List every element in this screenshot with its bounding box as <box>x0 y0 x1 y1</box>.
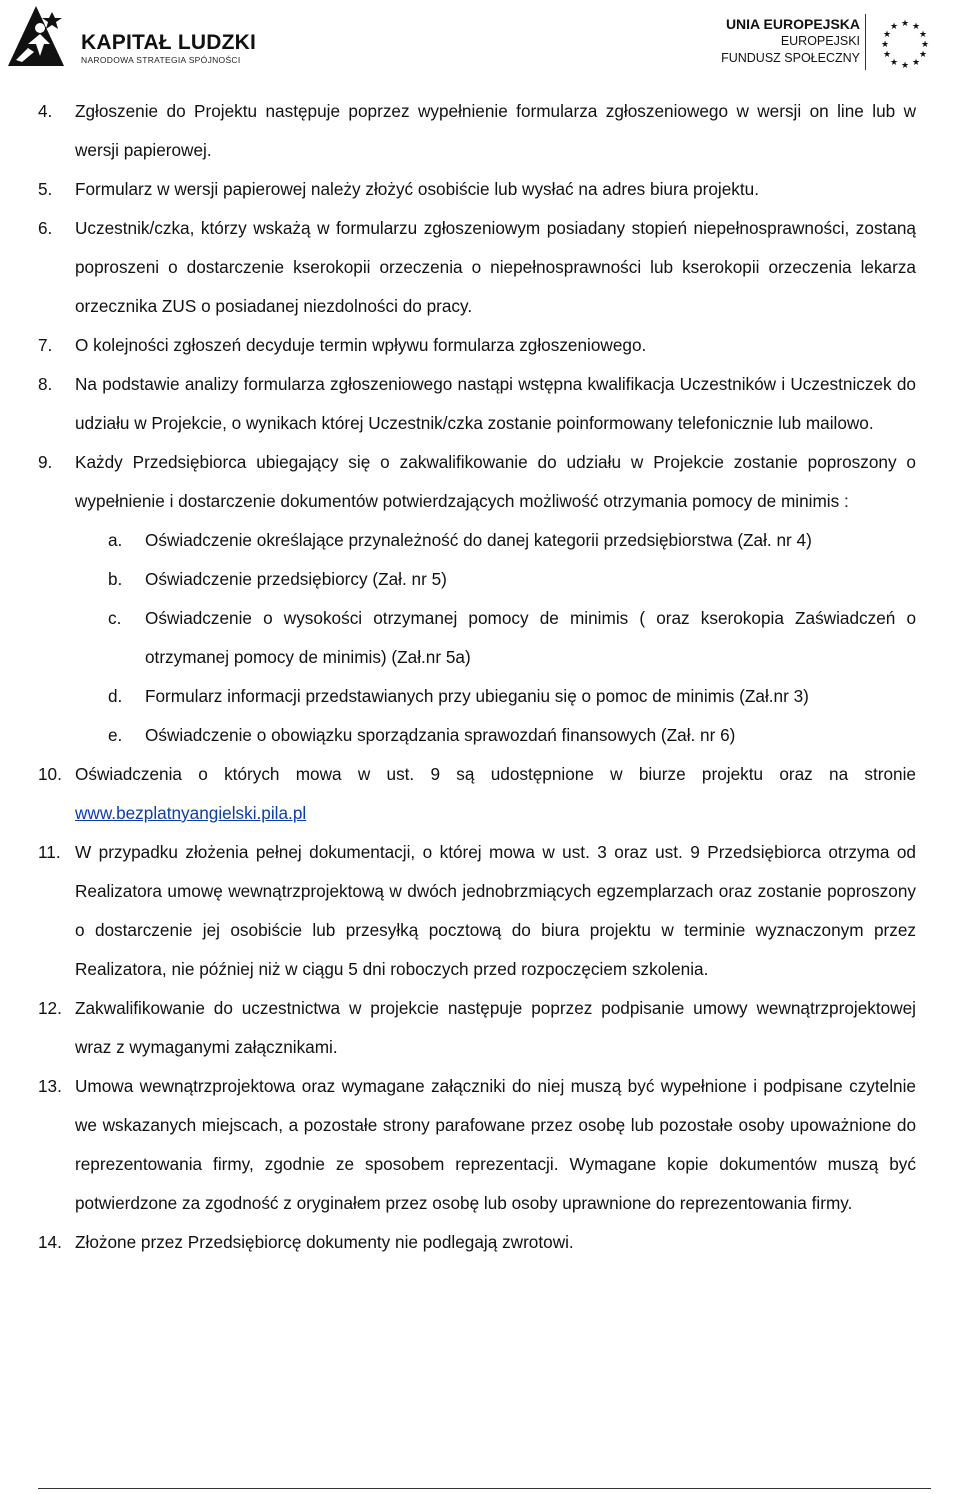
item-text: Każdy Przedsiębiorca ubiegający się o zakwalifikowanie do udziału w Projekcie zostanie poproszony o wypełnienie i dostarczenie dokumentów potwierdzających możliwość otrzymania pomocy de minimis : <box>75 452 916 511</box>
sub-item-letter: b. <box>108 569 123 589</box>
item-text: Zgłoszenie do Projektu następuje poprzez wypełnienie formularza zgłoszeniowego w wersji on line lub w wersji papierowej. <box>75 101 916 160</box>
eu-logo <box>654 12 934 72</box>
footer-divider <box>38 1488 931 1489</box>
item-number: 10. <box>38 764 62 784</box>
item-text: Złożone przez Przedsiębiorcę dokumenty nie podlegają zwrotowi. <box>75 1232 574 1252</box>
project-website-link[interactable]: www.bezplatnyangielski.pila.pl <box>75 803 307 823</box>
list-item <box>38 833 916 989</box>
item-number: 11. <box>38 842 61 862</box>
svg-text:★: ★ <box>900 19 910 29</box>
eu-line1: UNIA EUROPEJSKA <box>725 16 860 32</box>
eu-logo-separator <box>865 14 866 70</box>
sub-item-text: Oświadczenie o wysokości otrzymanej pomocy de minimis ( oraz kserokopia Zaświadczeń o otrzymanej pomocy de minimis) (Zał.nr 5a) <box>145 608 916 667</box>
svg-text:★: ★ <box>882 30 892 40</box>
list-item <box>38 365 916 443</box>
list-item <box>38 326 916 365</box>
eu-logo-text <box>721 16 860 67</box>
eu-line2: EUROPEJSKI <box>780 34 860 48</box>
item-text: Umowa wewnątrzprojektowa oraz wymagane załączniki do niej muszą być wypełnione i podpisane czytelnie we wskazanych miejscach, a pozostałe strony parafowane przez osobę lub pozostałe osoby upoważnione do reprezentowania firmy, zgodnie ze sposobem reprezentacji. Wymagane kopie dokumentów muszą być potwierdzone za zgodność z oryginałem przez osobę lub osoby uprawnione do reprezentowania firmy. <box>75 1076 916 1213</box>
sub-list-item <box>38 599 916 677</box>
list-item <box>38 1223 916 1262</box>
svg-text:★: ★ <box>889 22 899 32</box>
kapital-ludzki-title: KAPITAŁ LUDZKI <box>81 31 257 54</box>
svg-text:★: ★ <box>911 58 921 68</box>
eu-stars-icon <box>876 14 934 70</box>
item-text: Zakwalifikowanie do uczestnictwa w projekcie następuje poprzez podpisanie umowy wewnątrzprojektowej wraz z wymaganymi załącznikami. <box>75 998 916 1057</box>
item-number: 4. <box>38 101 53 121</box>
list-item <box>38 989 916 1067</box>
sub-list-item <box>38 560 916 599</box>
list-item <box>38 755 916 833</box>
svg-text:★: ★ <box>918 50 928 60</box>
svg-text:★: ★ <box>920 40 930 50</box>
svg-text:★: ★ <box>889 58 899 68</box>
item-number: 9. <box>38 452 53 472</box>
item-number: 6. <box>38 218 53 238</box>
item-text: W przypadku złożenia pełnej dokumentacji, o której mowa w ust. 3 oraz ust. 9 Przedsiębiorca otrzyma od Realizatora umowę wewnątrzprojektową w dwóch jednobrzmiących egzemplarzach oraz zostanie poproszony o dostarczenie jej osobiście lub przesyłką pocztową do biura projektu w terminie wyznaczonym przez Realizatora, nie później niż w ciągu 5 dni roboczych przed rozpoczęciem szkolenia. <box>75 842 916 979</box>
list-item <box>38 170 916 209</box>
item-text: Oświadczenia o których mowa w ust. 9 są udostępnione w biurze projektu oraz na stronie <box>75 764 916 784</box>
sub-item-letter: d. <box>108 686 123 706</box>
item-number: 13. <box>38 1076 62 1096</box>
item-number: 8. <box>38 374 53 394</box>
list-item <box>38 209 916 326</box>
kapital-ludzki-emblem-icon <box>6 4 66 70</box>
sub-item-text: Formularz informacji przedstawianych przy ubieganiu się o pomoc de minimis (Zał.nr 3) <box>145 686 809 706</box>
svg-text:★: ★ <box>900 61 910 70</box>
eu-line3: FUNDUSZ SPOŁECZNY <box>721 51 860 65</box>
svg-text:★: ★ <box>880 40 890 50</box>
sub-item-text: Oświadczenie o obowiązku sporządzania sprawozdań finansowych (Zał. nr 6) <box>145 725 736 745</box>
page-header <box>0 0 960 80</box>
item-text: O kolejności zgłoszeń decyduje termin wpływu formularza zgłoszeniowego. <box>75 335 647 355</box>
svg-text:★: ★ <box>911 22 921 32</box>
sub-item-text: Oświadczenie określające przynależność do danej kategorii przedsiębiorstwa (Zał. nr 4) <box>145 530 812 550</box>
item-text: Na podstawie analizy formularza zgłoszeniowego nastąpi wstępna kwalifikacja Uczestników i Uczestniczek do udziału w Projekcie, o wynikach której Uczestnik/czka zostanie poinformowany telefonicznie lub mailowo. <box>75 374 916 433</box>
svg-text:★: ★ <box>882 50 892 60</box>
kapital-ludzki-logo <box>6 4 257 70</box>
item-number: 7. <box>38 335 53 355</box>
item-number: 12. <box>38 998 62 1018</box>
svg-text:★: ★ <box>918 30 928 40</box>
sub-list-item <box>38 716 916 755</box>
sub-list-item <box>38 521 916 560</box>
sub-list-item <box>38 677 916 716</box>
item-text: Formularz w wersji papierowej należy złożyć osobiście lub wysłać na adres biura projektu. <box>75 179 759 199</box>
sub-item-letter: a. <box>108 530 123 550</box>
list-item <box>38 443 916 521</box>
document-body <box>38 92 916 1262</box>
sub-item-letter: c. <box>108 608 122 628</box>
sub-item-letter: e. <box>108 725 123 745</box>
item-number: 14. <box>38 1232 62 1252</box>
item-text: Uczestnik/czka, którzy wskażą w formularzu zgłoszeniowym posiadany stopień niepełnosprawności, zostaną poproszeni o dostarczenie kserokopii orzeczenia o niepełnosprawności lub kserokopii orzeczenia lekarza orzecznika ZUS o posiadanej niezdolności do pracy. <box>75 218 916 316</box>
sub-item-text: Oświadczenie przedsiębiorcy (Zał. nr 5) <box>145 569 447 589</box>
item-number: 5. <box>38 179 53 199</box>
kapital-ludzki-subtitle: NARODOWA STRATEGIA SPÓJNOŚCI <box>81 55 241 65</box>
list-item <box>38 1067 916 1223</box>
list-item <box>38 92 916 170</box>
